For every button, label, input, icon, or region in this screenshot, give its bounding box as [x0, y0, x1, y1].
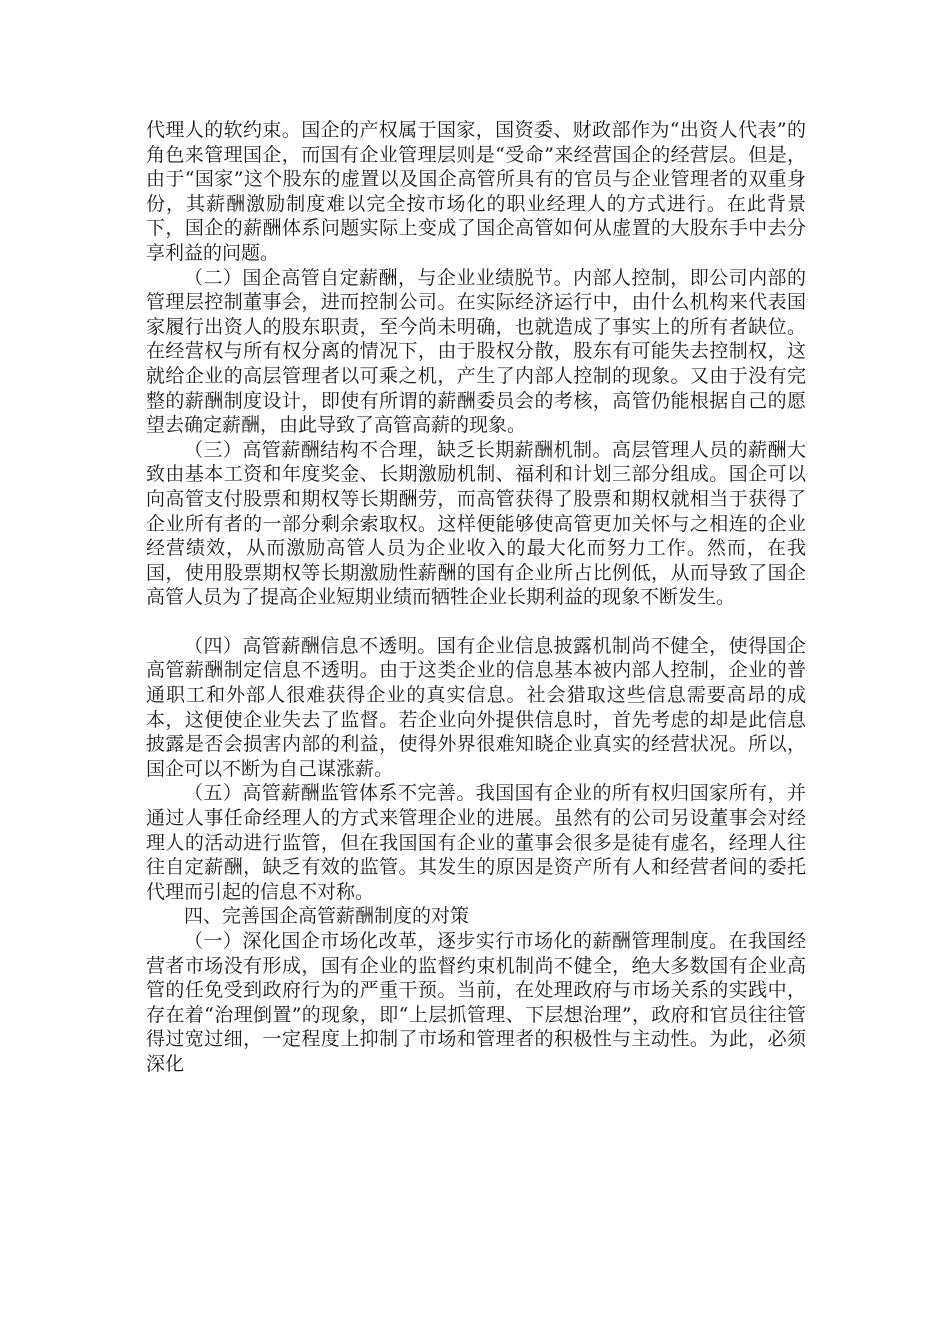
paragraph-pay-transparency: （四）高管薪酬信息不透明。国有企业信息披露机制尚不健全，使得国企高管薪酬制定信息不透明。由于这类企业的信息基本被内部人控制，企业的普通职工和外部人很难获得企业的真实信息。社会猎取这些信息需要高昂的成本，这便使企业失去了监督。若企业向外提供信息时，首先考虑的却是此信息披露是否会损害内部的利益，使得外界很难知晓企业真实的经营状况。所以，国企可以不断为自己谋涨薪。	[146, 634, 806, 780]
paragraph-market-reform: （一）深化国企市场化改革，逐步实行市场化的薪酬管理制度。在我国经营者市场没有形成，国有企业的监督约束机制尚不健全，绝大多数国有企业高管的任免受到政府行为的严重干预。当前，在处理政府与市场关系的实践中，存在着“治理倒置”的现象，即“上层抓管理、下层想治理”，政府和官员往往管得过宽过细，一定程度上抑制了市场和管理者的积极性与主动性。为此，必须深化	[146, 930, 806, 1075]
paragraph-pay-structure: （三）高管薪酬结构不合理，缺乏长期薪酬机制。高层管理人员的薪酬大致由基本工资和年度奖金、长期激励机制、福利和计划三部分组成。国企可以向高管支付股票和期权等长期酬劳，而高管获得了股票和期权就相当于获得了企业所有者的一部分剩余索取权。这样便能够使高管更加关怀与之相连的企业经营绩效，从而激励高管人员为企业收入的最大化而努力工作。然而，在我国，使用股票期权等长期激励性薪酬的国有企业所占比例低，从而导致了国企高管人员为了提高企业短期业绩而牺牲企业长期利益的现象不断发生。	[146, 438, 806, 609]
paragraph-pay-supervision: （五）高管薪酬监管体系不完善。我国国有企业的所有权归国家所有，并通过人事任命经理人的方式来管理企业的进展。虽然有的公司另设董事会对经理人的活动进行监管，但在我国国有企业的董事会很多是徒有虚名，经理人往往自定薪酬，缺乏有效的监管。其发生的原因是资产所有人和经营者间的委托代理而引起的信息不对称。	[146, 782, 806, 903]
document-page	[146, 118, 806, 1077]
section-heading-countermeasures: 四、完善国企高管薪酬制度的对策	[184, 905, 470, 928]
paragraph-self-set-pay: （二）国企高管自定薪酬，与企业业绩脱节。内部人控制，即公司内部的管理层控制董事会，进而控制公司。在实际经济运行中，由什么机构来代表国家履行出资人的股东职责，至今尚未明确，也就造成了事实上的所有者缺位。在经营权与所有权分离的情况下，由于股权分散，股东有可能失去控制权，这就给企业的高层管理者以可乘之机，产生了内部人控制的现象。又由于没有完整的薪酬制度设计，即使有所谓的薪酬委员会的考核，高管仍能根据自己的愿望去确定薪酬，由此导致了高管高薪的现象。	[146, 266, 806, 437]
paragraph-continuation-soft-constraint: 代理人的软约束。国企的产权属于国家，国资委、财政部作为“出资人代表”的角色来管理国企，而国有企业管理层则是“受命”来经营国企的经营层。但是，由于“国家”这个股东的虚置以及国企高管所具有的官员与企业管理者的双重身份，其薪酬激励制度难以完全按市场化的职业经理人的方式进行。在此背景下，国企的薪酬体系问题实际上变成了国企高管如何从虚置的大股东手中去分享利益的问题。	[146, 119, 806, 264]
